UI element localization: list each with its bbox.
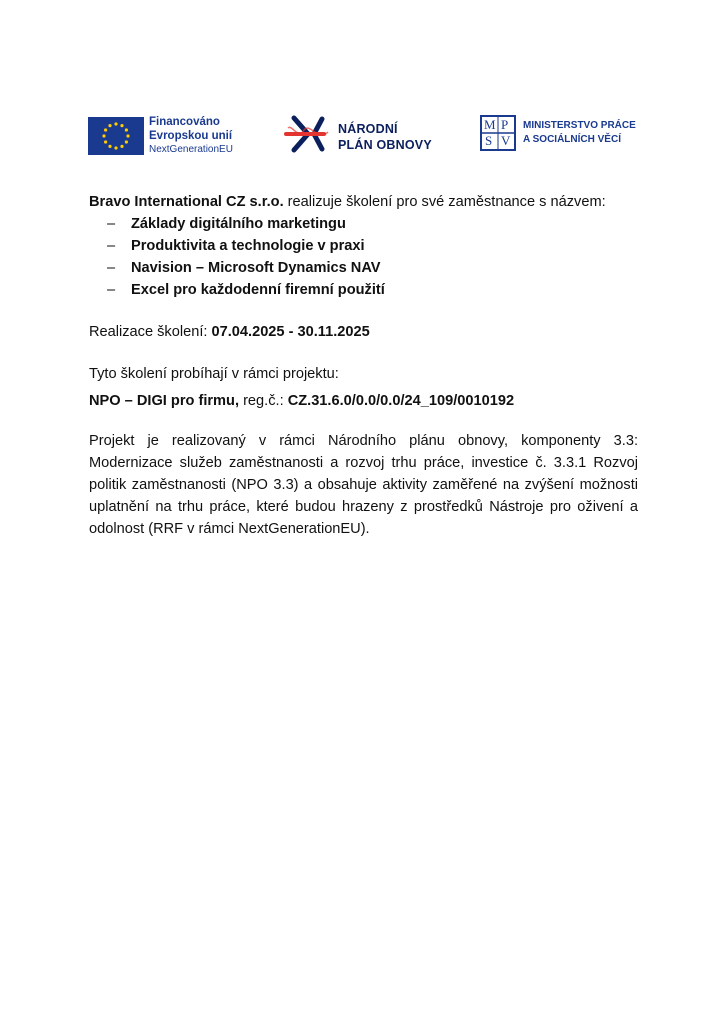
project-description: Projekt je realizovaný v rámci Národního plánu obnovy, komponenty 3.3: Modernizace služeb zaměstnanosti a rozvoj trhu práce, investice č. 3.3.1 Rozvoj politik zaměstnanosti (NPO 3.3) a obsahuje aktivity zaměřené na zvýšení možnosti uplatnění na trhu práce, které budou hrazeny z prostředků Nástroje pro oživení a odolnost (RRF v rámci NextGenerationEU). <box>89 433 638 537</box>
course-title: Navision – Microsoft Dynamics NAV <box>131 260 381 276</box>
eu-logo-line1: Financováno <box>149 116 220 128</box>
realization-line <box>89 321 638 343</box>
list-item <box>89 213 638 235</box>
list-dash: – <box>107 282 116 298</box>
eu-logo-line3: NextGenerationEU <box>149 144 233 155</box>
list-dash: – <box>107 260 116 276</box>
reg-number: CZ.31.6.0/0.0/0.0/24_109/0010192 <box>287 393 515 409</box>
eu-logo-line2: Evropskou unií <box>149 130 233 142</box>
logo-bar <box>88 112 648 160</box>
mpsv-emblem-icon <box>480 115 516 151</box>
list-dash: – <box>107 216 116 232</box>
mpsv-logo-line1: MINISTERSTVO PRÁCE <box>523 120 636 131</box>
intro-paragraph <box>89 191 638 213</box>
list-item <box>89 235 638 257</box>
company-name: Bravo International CZ s.r.o. <box>89 194 284 210</box>
project-line <box>89 390 638 412</box>
course-title: Základy digitálního marketingu <box>131 216 346 232</box>
eu-flag-icon <box>88 117 144 155</box>
project-name: NPO – DIGI pro firmu, <box>89 393 240 409</box>
realization-label: Realizace školení: <box>89 324 212 340</box>
mpsv-logo-line2: A SOCIÁLNÍCH VĚCÍ <box>523 134 621 145</box>
document-body <box>89 191 638 540</box>
mpsv-letter-v: V <box>501 133 511 148</box>
npo-logo-line1: NÁRODNÍ <box>338 121 398 136</box>
reg-label: reg.č.: <box>239 393 288 409</box>
mpsv-letter-s: S <box>485 133 493 148</box>
npo-logo-line2: PLÁN OBNOVY <box>338 137 432 152</box>
mpsv-letter-m: M <box>484 117 496 132</box>
course-title: Produktivita a technologie v praxi <box>131 238 365 254</box>
course-title: Excel pro každodenní firemní použití <box>131 282 385 298</box>
mpsv-letter-p: P <box>501 117 509 132</box>
list-item <box>89 257 638 279</box>
npo-mark-icon <box>284 114 330 159</box>
npo-logo <box>284 114 432 159</box>
realization-dates: 07.04.2025 - 30.11.2025 <box>211 324 370 340</box>
eu-funding-logo <box>88 115 233 157</box>
project-intro: Tyto školení probíhají v rámci projektu: <box>89 366 339 382</box>
course-list <box>89 213 638 301</box>
intro-text: realizuje školení pro své zaměstnance s názvem: <box>283 194 606 210</box>
list-item <box>89 279 638 301</box>
mpsv-logo <box>480 115 636 151</box>
list-dash: – <box>107 238 116 254</box>
